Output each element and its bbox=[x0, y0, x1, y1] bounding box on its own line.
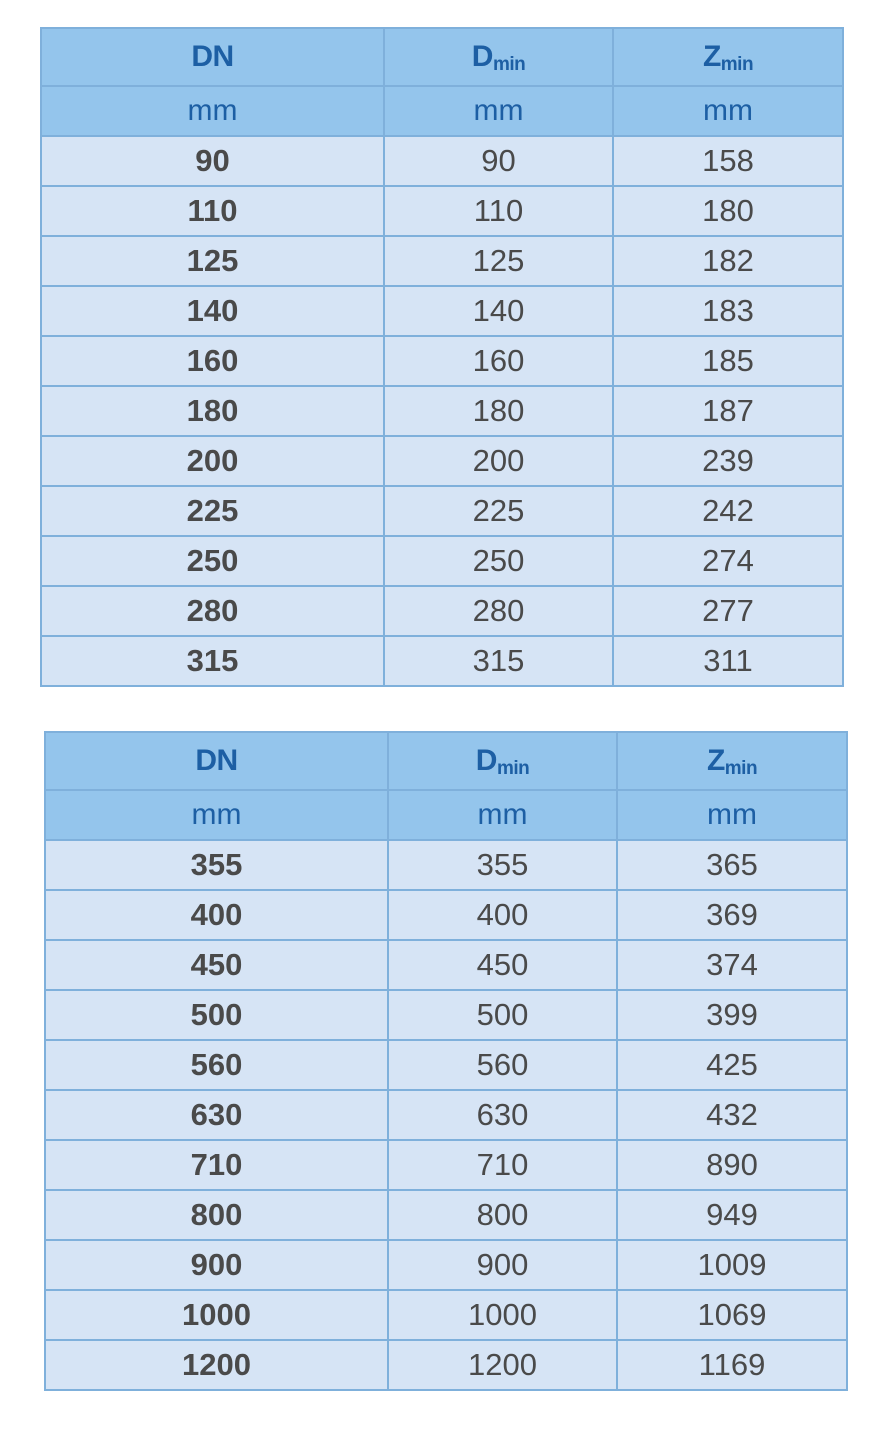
unit-row bbox=[45, 790, 847, 840]
cell-d-min: 125 bbox=[384, 236, 613, 286]
cell-dn: 400 bbox=[45, 890, 388, 940]
table-row bbox=[45, 1090, 847, 1140]
unit-d-min: mm bbox=[384, 86, 613, 136]
cell-z-min: 180 bbox=[613, 186, 843, 236]
table-row bbox=[45, 1140, 847, 1190]
cell-d-min: 800 bbox=[388, 1190, 617, 1240]
cell-z-min: 277 bbox=[613, 586, 843, 636]
cell-d-min: 450 bbox=[388, 940, 617, 990]
cell-d-min: 180 bbox=[384, 386, 613, 436]
header-dn: DN bbox=[41, 28, 384, 86]
cell-z-min: 369 bbox=[617, 890, 847, 940]
cell-d-min: 200 bbox=[384, 436, 613, 486]
table-row bbox=[41, 436, 843, 486]
cell-z-min: 425 bbox=[617, 1040, 847, 1090]
cell-z-min: 311 bbox=[613, 636, 843, 686]
table-row bbox=[41, 336, 843, 386]
cell-d-min: 630 bbox=[388, 1090, 617, 1140]
cell-d-min: 140 bbox=[384, 286, 613, 336]
table-row bbox=[45, 1290, 847, 1340]
cell-d-min: 250 bbox=[384, 536, 613, 586]
cell-z-min: 432 bbox=[617, 1090, 847, 1140]
cell-dn: 710 bbox=[45, 1140, 388, 1190]
cell-z-min: 1069 bbox=[617, 1290, 847, 1340]
cell-z-min: 239 bbox=[613, 436, 843, 486]
cell-dn: 1200 bbox=[45, 1340, 388, 1390]
cell-z-min: 1169 bbox=[617, 1340, 847, 1390]
cell-dn: 800 bbox=[45, 1190, 388, 1240]
header-row bbox=[41, 28, 843, 86]
header-row bbox=[45, 732, 847, 790]
cell-z-min: 1009 bbox=[617, 1240, 847, 1290]
cell-dn: 125 bbox=[41, 236, 384, 286]
table-row bbox=[45, 940, 847, 990]
cell-dn: 90 bbox=[41, 136, 384, 186]
cell-dn: 450 bbox=[45, 940, 388, 990]
table-row bbox=[41, 136, 843, 186]
cell-dn: 630 bbox=[45, 1090, 388, 1140]
cell-dn: 110 bbox=[41, 186, 384, 236]
cell-dn: 250 bbox=[41, 536, 384, 586]
cell-d-min: 225 bbox=[384, 486, 613, 536]
unit-z-min: mm bbox=[613, 86, 843, 136]
header-dn: DN bbox=[45, 732, 388, 790]
table-row bbox=[41, 236, 843, 286]
table-row bbox=[41, 286, 843, 336]
cell-d-min: 1200 bbox=[388, 1340, 617, 1390]
cell-d-min: 900 bbox=[388, 1240, 617, 1290]
cell-dn: 140 bbox=[41, 286, 384, 336]
cell-d-min: 400 bbox=[388, 890, 617, 940]
cell-dn: 225 bbox=[41, 486, 384, 536]
header-d-min: $D_{min}$ bbox=[384, 28, 613, 86]
cell-z-min: 158 bbox=[613, 136, 843, 186]
table-row bbox=[45, 890, 847, 940]
table-row bbox=[45, 1340, 847, 1390]
cell-z-min: 185 bbox=[613, 336, 843, 386]
cell-z-min: 183 bbox=[613, 286, 843, 336]
cell-z-min: 182 bbox=[613, 236, 843, 286]
cell-d-min: 1000 bbox=[388, 1290, 617, 1340]
dimension-table-2 bbox=[44, 731, 848, 1391]
unit-row bbox=[41, 86, 843, 136]
unit-z-min: mm bbox=[617, 790, 847, 840]
cell-dn: 900 bbox=[45, 1240, 388, 1290]
cell-d-min: 110 bbox=[384, 186, 613, 236]
cell-dn: 500 bbox=[45, 990, 388, 1040]
cell-z-min: 890 bbox=[617, 1140, 847, 1190]
cell-dn: 200 bbox=[41, 436, 384, 486]
cell-z-min: 187 bbox=[613, 386, 843, 436]
cell-dn: 1000 bbox=[45, 1290, 388, 1340]
cell-z-min: 242 bbox=[613, 486, 843, 536]
cell-dn: 280 bbox=[41, 586, 384, 636]
table-row bbox=[45, 1040, 847, 1090]
table-row bbox=[45, 990, 847, 1040]
cell-z-min: 374 bbox=[617, 940, 847, 990]
table-row bbox=[45, 1240, 847, 1290]
cell-z-min: 365 bbox=[617, 840, 847, 890]
dimension-table-1 bbox=[40, 27, 844, 687]
cell-d-min: 90 bbox=[384, 136, 613, 186]
cell-d-min: 560 bbox=[388, 1040, 617, 1090]
cell-dn: 355 bbox=[45, 840, 388, 890]
header-z-min: $Z_{min}$ bbox=[617, 732, 847, 790]
cell-z-min: 274 bbox=[613, 536, 843, 586]
cell-dn: 160 bbox=[41, 336, 384, 386]
cell-d-min: 500 bbox=[388, 990, 617, 1040]
unit-d-min: mm bbox=[388, 790, 617, 840]
cell-d-min: 355 bbox=[388, 840, 617, 890]
cell-d-min: 160 bbox=[384, 336, 613, 386]
header-d-min: $D_{min}$ bbox=[388, 732, 617, 790]
table-row bbox=[41, 186, 843, 236]
table-row bbox=[41, 586, 843, 636]
cell-d-min: 315 bbox=[384, 636, 613, 686]
cell-d-min: 710 bbox=[388, 1140, 617, 1190]
table-row bbox=[45, 1190, 847, 1240]
unit-dn: mm bbox=[41, 86, 384, 136]
cell-d-min: 280 bbox=[384, 586, 613, 636]
cell-dn: 560 bbox=[45, 1040, 388, 1090]
header-z-min: $Z_{min}$ bbox=[613, 28, 843, 86]
unit-dn: mm bbox=[45, 790, 388, 840]
cell-z-min: 399 bbox=[617, 990, 847, 1040]
cell-dn: 315 bbox=[41, 636, 384, 686]
table-row bbox=[41, 386, 843, 436]
table-row bbox=[41, 536, 843, 586]
cell-z-min: 949 bbox=[617, 1190, 847, 1240]
table-row bbox=[41, 486, 843, 536]
table-row bbox=[41, 636, 843, 686]
cell-dn: 180 bbox=[41, 386, 384, 436]
table-row bbox=[45, 840, 847, 890]
